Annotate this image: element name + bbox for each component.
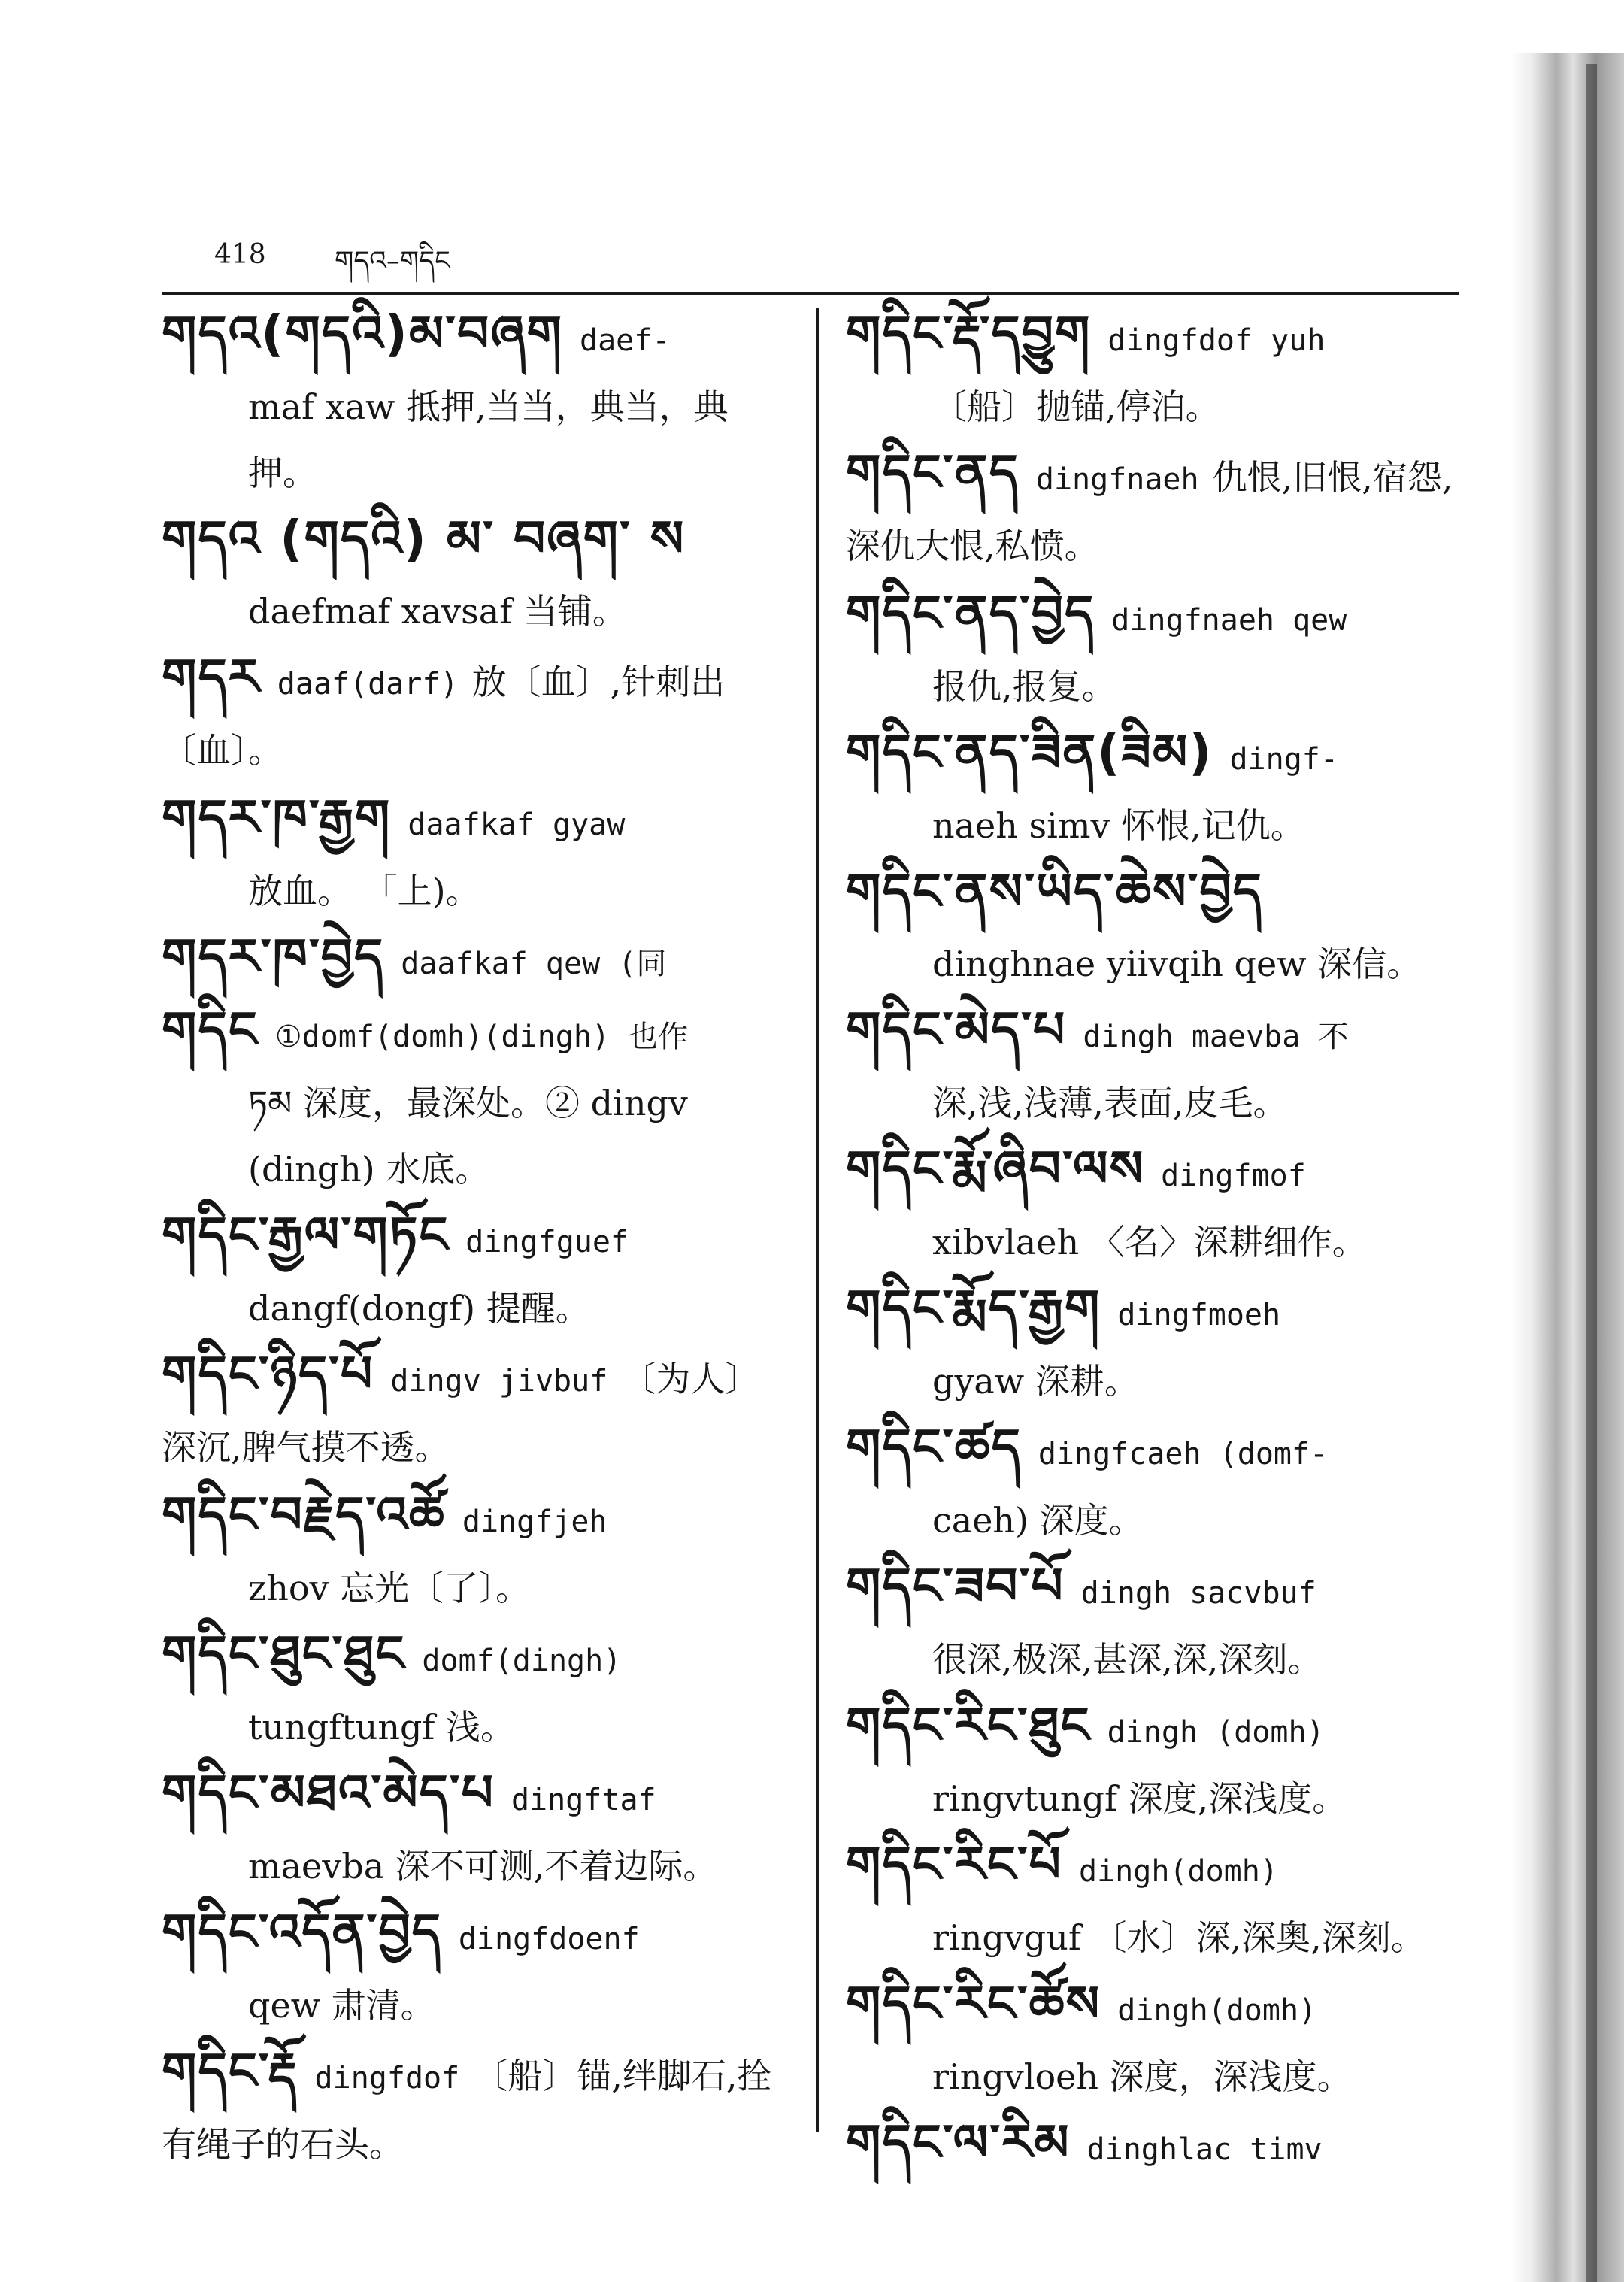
dictionary-entry [162,785,793,924]
entry-definition: ringvtungf 深度,深浅度。 [932,1778,1347,1819]
entry-definition: caeh) 深度。 [932,1500,1144,1541]
tibetan-headword: གདའ(གདའི)མ་བཞག [162,305,564,362]
transliteration: dingfdoenf [458,1922,640,1956]
transliteration: daafkaf qew (同 [401,947,667,981]
transliteration: dingv jivbuf [390,1364,608,1399]
tibetan-headword: གདའ (གདའི) མ་ བཞག་ ས [162,510,686,568]
page-number: 418 [214,239,266,270]
transliteration: daaf(darf) [277,667,459,702]
dictionary-entry [162,1341,793,1482]
transliteration: dingfmoeh [1117,1298,1281,1332]
transliteration: dingfdof yuh [1107,323,1326,358]
tibetan-headword: གདིང་བརྗེད་འཚོ [162,1486,446,1544]
tibetan-headword: གདིང་ཟབ་པོ [846,1557,1065,1615]
transliteration: dingh(domh) [1117,1993,1317,2028]
chinese-gloss: 〔船〕锚,绊脚石,拴有绳子的石头。 [162,2056,772,2165]
entry-definition: dinghnae yiivqih qew 深信。 [932,944,1422,984]
column-divider [816,308,819,2132]
tibetan-headword: གདིང [162,1001,259,1059]
entry-definition: daefmaf xavsaf 当铺。 [248,591,627,632]
transliteration: dingfjeh [462,1505,607,1539]
dictionary-entry [846,1693,1462,1832]
dictionary-entry [846,1553,1462,1693]
tibetan-headword: གདིང་ནས་ཡིད་ཆེས་བྱེད [846,862,1263,920]
chinese-gloss: 仇恨,旧恨,宿怨,深仇大恨,私愤。 [846,457,1453,566]
entry-definition: tungftungf 浅。 [248,1707,516,1747]
dictionary-entry [162,1899,793,2038]
transliteration: dingf- [1229,742,1338,777]
tibetan-headword: གདིང་རྒྱལ་གཏོང [162,1206,450,1264]
entry-definition: ringvguf 〔水〕深,深奥,深刻。 [932,1917,1426,1958]
tibetan-headword: གདིང་རིང་ཚོས [846,1974,1101,2032]
transliteration: dingfnaeh [1035,462,1199,497]
transliteration: daef- [580,323,671,358]
tibetan-headword: གདིང་ནད་ཟིན(ཟིམ) [846,723,1213,781]
page-header [214,239,1455,292]
entry-definition: 报仇,报复。 [932,666,1116,707]
dictionary-entry [162,1482,793,1621]
tibetan-headword: གདིང་ལ་རིམ [846,2114,1071,2171]
dictionary-entry [846,859,1462,997]
tibetan-headword: གདིང་རིང་ཐུང [846,1696,1091,1754]
page-edge-shadow [1511,53,1624,2282]
dictionary-entry [846,440,1462,580]
entry-definition: gyaw 深耕。 [932,1361,1139,1402]
tibetan-headword: གདར [162,648,261,706]
entry-definition: naeh simv 怀恨,记仇。 [932,805,1305,846]
right-column [846,301,1462,2183]
transliteration: dingh sacvbuf [1080,1576,1316,1611]
entry-definition: ringvloeh 深度，深浅度。 [932,2056,1352,2097]
transliteration: daafkaf gyaw [408,808,626,842]
dictionary-entry [162,997,793,1202]
dictionary-entry [846,1832,1462,1971]
transliteration: dinghlac timv [1086,2132,1323,2167]
transliteration: ①domf(domh)(dingh) 也作 [274,1020,689,1054]
transliteration: dingfmof [1161,1159,1306,1193]
entry-definition: ཏམ 深度，最深处。② dingv (dingh) 水底。 [248,1083,688,1189]
dictionary-entry [846,1971,1462,2110]
dictionary-entry [846,580,1462,720]
dictionary-entry [846,720,1462,859]
entry-definition: 深,浅,浅薄,表面,皮毛。 [932,1083,1288,1123]
dictionary-entry [162,506,793,644]
entry-definition: dangf(dongf) 提醒。 [248,1288,590,1329]
dictionary-entry [846,301,1462,440]
entry-definition: qew 肃清。 [248,1985,435,2026]
tibetan-headword: གདིང་ནད་བྱེད [846,584,1095,642]
tibetan-headword: གདིང་རྨོ་ཞིབ་ལས [846,1140,1145,1198]
tibetan-headword: གདིང་རྨོད་རྒྱག [846,1279,1101,1337]
transliteration: dingfnaeh qew [1111,603,1347,638]
entry-definition: 很深,极深,甚深,深,深刻。 [932,1639,1323,1680]
tibetan-headword: གདིང་འདོན་བྱེད [162,1903,442,1961]
header-rule [162,292,1459,295]
left-column [162,301,793,2179]
dictionary-entry [162,1621,793,1760]
entry-definition: zhov 忘光〔了〕。 [248,1568,531,1608]
tibetan-headword: གདིང་རྡོ [162,2042,298,2100]
dictionary-entry [162,2038,793,2179]
dictionary-entry [846,1136,1462,1275]
tibetan-headword: གདིང་ཐུང་ཐུང [162,1625,406,1683]
tibetan-headword: གདིང་ཚད [846,1418,1022,1476]
transliteration: domf(dingh) [422,1644,622,1678]
tibetan-headword: གདིང་མཐའ་མེད་པ [162,1764,495,1822]
tibetan-headword: གདིང་ནད [846,444,1020,502]
entry-definition: 放血。 「上)。 [248,871,480,911]
dictionary-entry [162,1202,793,1341]
dictionary-entry [846,1275,1462,1414]
entry-definition: 〔船〕抛锚,停泊。 [932,386,1220,427]
tibetan-headword: གདིང་མེད་པ [846,1001,1067,1059]
dictionary-entry [162,644,793,785]
chinese-gloss: 〔为人〕深沉,脾气摸不透。 [162,1359,760,1468]
tibetan-headword: གདིང་རིང་པོ [846,1835,1062,1893]
transliteration: dingftaf [511,1783,656,1817]
transliteration: dingh (domh) [1107,1715,1325,1750]
running-head: གདའ–གདིང [335,246,450,277]
transliteration: dingfdof [314,2061,460,2096]
tibetan-headword: གདིང་རྡོ་དབྱུག [846,305,1092,362]
binding-shadow [1586,64,1597,2282]
dictionary-entry [162,1760,793,1899]
transliteration: dingh(domh) [1079,1854,1278,1889]
dictionary-entry [846,1414,1462,1553]
dictionary-entry [846,2110,1462,2183]
tibetan-headword: གདིང་ཉིད་པོ [162,1345,374,1403]
chinese-gloss: 放〔血〕,针刺出〔血〕。 [162,662,726,771]
transliteration: dingfguef [465,1225,629,1259]
dictionary-entry [846,997,1462,1136]
tibetan-headword: གདར་ཁ་བྱེད [162,928,385,986]
dictionary-entry [162,301,793,506]
entry-definition: maevba 深不可测,不着边际。 [248,1846,718,1887]
tibetan-headword: གདར་ཁ་རྒྱག [162,789,392,847]
dictionary-entry [162,924,793,997]
entry-definition: maf xaw 抵押,当当，典当，典押。 [248,386,729,493]
transliteration: dingfcaeh (domf- [1038,1437,1329,1471]
transliteration: dingh maevba 不 [1083,1020,1349,1054]
entry-definition: xibvlaeh 〈名〉深耕细作。 [932,1222,1367,1262]
